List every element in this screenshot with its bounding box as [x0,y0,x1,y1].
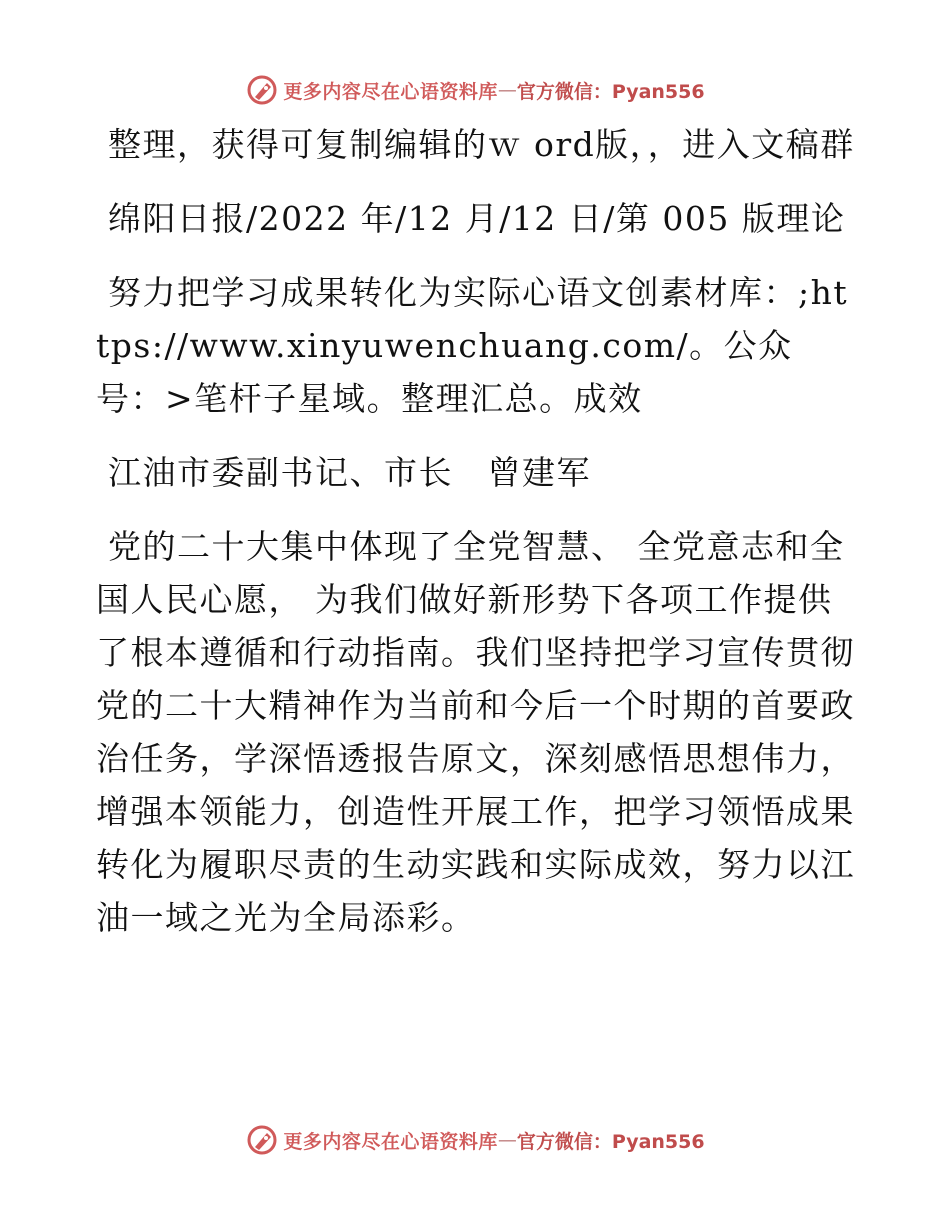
title-line: 努力把学习成果转化为实际心语文创素材库：;https://www.xinyuwenchuang.com/。公众号：>笔杆子星域。整理汇总。成效 [96,273,849,418]
watermark-dash: — [497,1129,517,1151]
body-paragraph: 党的二十大集中体现了全党智慧、 全党意志和全国人民心愿， 为我们做好新形势下各项工作提供了根本遵循和行动指南。我们坚持把学习宣传贯彻党的二十大精神作为当前和今后一个时期的首要政治任务，学深悟透报告原文，深刻感悟思想伟力，增强本领能力，创造性开展工作，把学习领悟成果转化为履职尽责的生动实践和实际成效，努力以江油一域之光为全局添彩。 [96,527,855,937]
source-line: 绵阳日报/2022 年/12 月/12 日/第 005 版理论 [108,199,846,238]
watermark-contact: 官方微信：Pyan556 [516,1130,705,1153]
intro-paragraph: 整理，获得可复制编辑的ｗ ord版，，进入文稿群 [108,125,855,164]
watermark-text: 更多内容尽在心语资料库 [283,1130,498,1153]
watermark-banner-top [0,70,950,110]
watermark-text: 更多内容尽在心语资料库 [283,80,498,103]
pen-nib-logo-icon [245,1123,279,1157]
pen-nib-logo-icon [245,73,279,107]
watermark-contact: 官方微信：Pyan556 [516,80,705,103]
author-line: 江油市委副书记、市长 曾建军 [108,453,591,492]
watermark-banner-bottom [0,1120,950,1160]
document-body [96,118,856,965]
watermark-dash: — [497,79,517,101]
